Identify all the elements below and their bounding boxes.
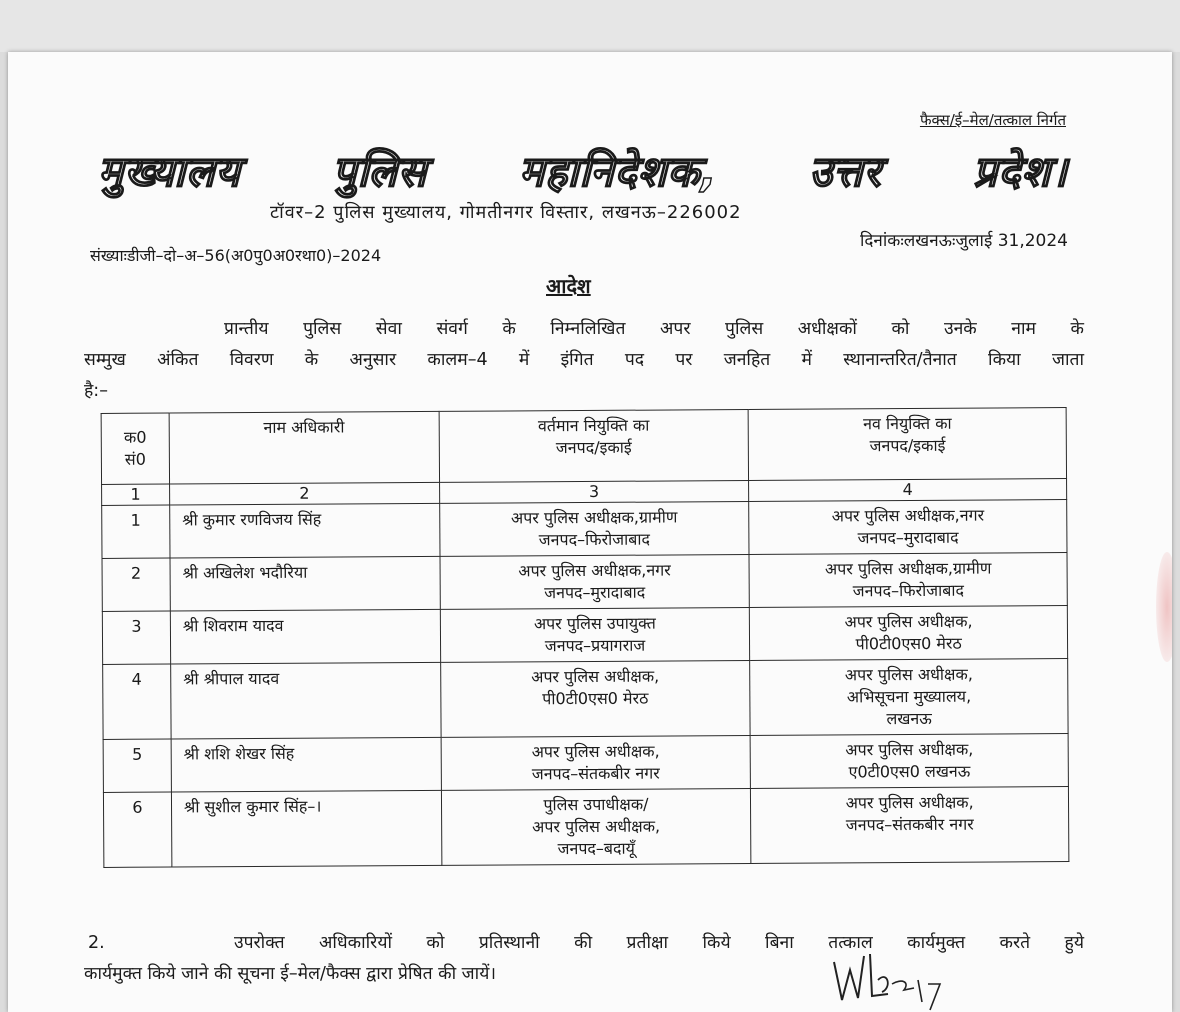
header-officer-name: नाम अधिकारी [169, 411, 439, 484]
row-current-posting: पुलिस उपाधीक्षक/ अपर पुलिस अधीक्षक, जनपद–बदायूँ [441, 788, 751, 865]
order-date: दिनांकःलखनऊःजुलाई 31,2024 [860, 231, 1068, 251]
row-new-posting: अपर पुलिस अधीक्षक, जनपद–संतकबीर नगर [751, 787, 1069, 864]
row-officer-name: श्री शशि शेखर सिंह [171, 737, 441, 792]
row-current-posting: अपर पुलिस अधीक्षक,ग्रामीण जनपद–फिरोजाबाद [439, 501, 749, 556]
column-number: 2 [169, 482, 439, 505]
row-sno: 5 [103, 739, 171, 792]
table-row [103, 659, 1068, 740]
table-row [102, 553, 1067, 612]
table-row [102, 500, 1067, 559]
paragraph-line: उपरोक्त अधिकारियों को प्रतिस्थानी की प्रतीक्षा किये बिना तत्काल कार्यमुक्त करते हुये [234, 933, 1084, 953]
row-current-posting: अपर पुलिस अधीक्षक,नगर जनपद–मुरादाबाद [440, 554, 750, 609]
dispatch-mode-note: फैक्स/ई–मेल/तत्काल निर्गत [919, 111, 1066, 129]
row-new-posting: अपर पुलिस अधीक्षक,नगर जनपद–मुरादाबाद [749, 500, 1067, 555]
row-sno: 4 [103, 664, 171, 739]
letterhead-address: टॉवर–2 पुलिस मुख्यालय, गोमतीनगर विस्तार, लखनऊ–226002 [270, 202, 742, 223]
reference-number: संख्याःडीजी–दो–अ–56(अ0पु0अ0रथा0)–2024 [90, 246, 382, 265]
row-new-posting: अपर पुलिस अधीक्षक,ग्रामीण जनपद–फिरोजाबाद [749, 553, 1067, 608]
row-sno: 2 [102, 558, 170, 611]
row-officer-name: श्री श्रीपाल यादव [171, 662, 441, 739]
table-row [103, 734, 1068, 793]
header-new-posting: नव नियुक्ति का जनपद/इकाई [748, 408, 1066, 481]
background-band [0, 0, 1180, 52]
row-officer-name: श्री अखिलेश भदौरिया [170, 556, 440, 611]
row-officer-name: श्री कुमार रणविजय सिंह [170, 503, 440, 558]
letterhead-word: मुख्यालय [98, 147, 241, 196]
row-new-posting: अपर पुलिस अधीक्षक, पी0टी0एस0 मेरठ [750, 606, 1068, 661]
order-document [8, 52, 1172, 1012]
letterhead-word: प्रदेश। [973, 147, 1068, 196]
column-number: 4 [749, 479, 1067, 502]
row-sno: 6 [103, 792, 171, 867]
letterhead-word: महानिदेशक, [518, 147, 718, 196]
row-officer-name: श्री शिवराम यादव [170, 609, 440, 664]
handwritten-signature [830, 940, 960, 1012]
order-heading: आदेश [546, 274, 591, 298]
intro-line: है:– [84, 381, 108, 401]
table-header-row [101, 408, 1066, 485]
row-current-posting: अपर पुलिस अधीक्षक, पी0टी0एस0 मेरठ [440, 660, 750, 737]
letterhead-title [98, 142, 1068, 199]
letterhead-word: पुलिस [332, 147, 428, 196]
table-row [102, 606, 1067, 665]
row-new-posting: अपर पुलिस अधीक्षक, अभिसूचना मुख्यालय, लखनऊ [750, 659, 1068, 736]
table-row [103, 787, 1068, 868]
paragraph-line: कार्यमुक्त किये जाने की सूचना ई–मेल/फैक्स द्वारा प्रेषित की जायें। [84, 964, 496, 984]
row-new-posting: अपर पुलिस अधीक्षक, ए0टी0एस0 लखनऊ [750, 734, 1068, 789]
column-number: 3 [439, 480, 749, 503]
edge-stain [1156, 552, 1172, 662]
intro-line: प्रान्तीय पुलिस सेवा संवर्ग के निम्नलिखित अपर पुलिस अधीक्षकों को उनके नाम के [224, 319, 1084, 339]
row-current-posting: अपर पुलिस अधीक्षक, जनपद–संतकबीर नगर [441, 735, 751, 790]
row-sno: 3 [102, 611, 170, 664]
intro-line: सम्मुख अंकित विवरण के अनुसार कालम–4 में इंगित पद पर जनहित में स्थानान्तरित/तैनात किया जाता [84, 350, 1084, 370]
row-officer-name: श्री सुशील कुमार सिंह–। [171, 790, 441, 867]
row-current-posting: अपर पुलिस उपायुक्त जनपद–प्रयागराज [440, 607, 750, 662]
transfer-table [101, 407, 1070, 868]
letterhead-word: उत्तर [809, 147, 882, 196]
row-sno: 1 [102, 505, 170, 558]
intro-paragraph [84, 314, 1084, 407]
column-number: 1 [102, 484, 170, 505]
header-current-posting: वर्तमान नियुक्ति का जनपद/इकाई [439, 409, 749, 482]
header-sno: क0 सं0 [101, 413, 169, 484]
paragraph-number: 2. [88, 933, 105, 953]
